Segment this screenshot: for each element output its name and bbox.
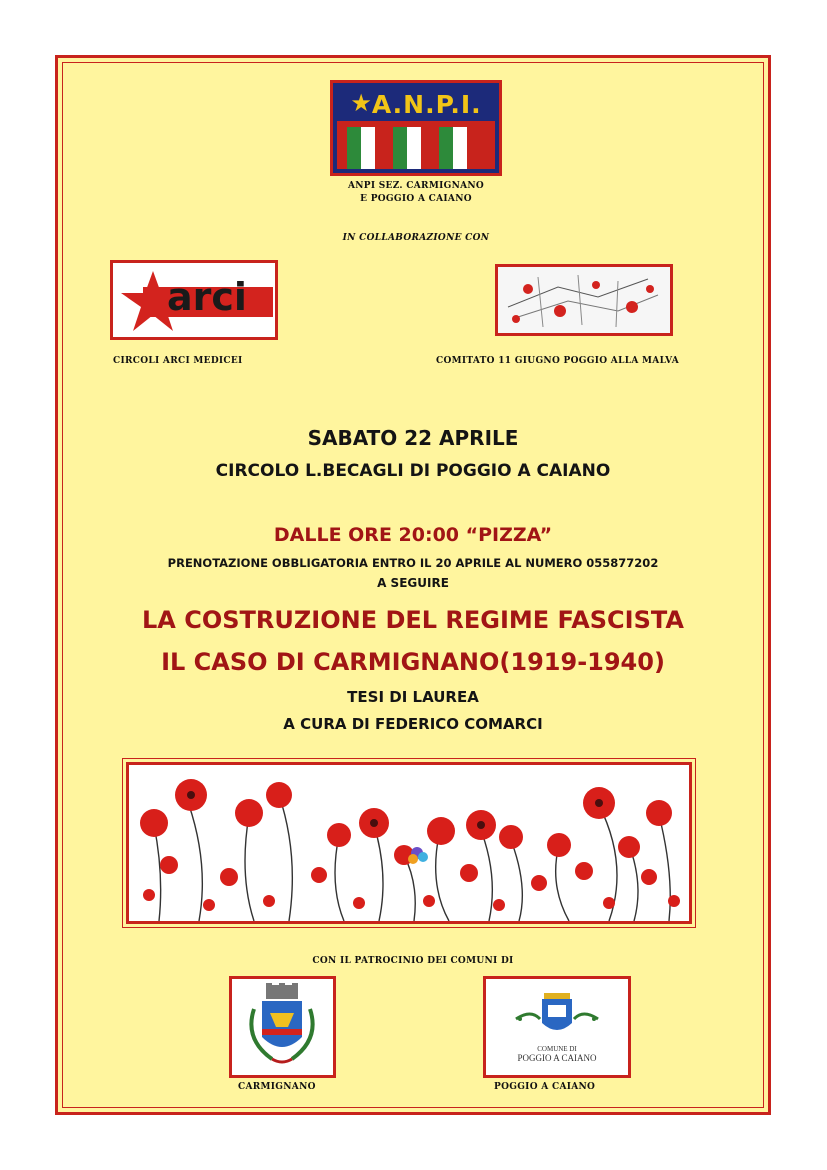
anpi-logo [330, 80, 502, 176]
anpi-logo-header [337, 87, 495, 121]
poppies-image [126, 762, 692, 924]
collab-text: IN COLLABORAZIONE CON [342, 233, 490, 243]
sketch-illustration-icon [498, 267, 670, 333]
star-icon: ★ [350, 91, 372, 117]
event-date: SABATO 22 APRILE [307, 426, 519, 450]
anpi-logo-text: A.N.P.I. [371, 89, 482, 119]
poggio-caption: POGGIO A CAIANO [494, 1082, 596, 1092]
arci-logo [110, 260, 278, 340]
comitato-caption: COMITATO 11 GIUGNO POGGIO ALLA MALVA [436, 356, 680, 366]
event-author: A CURA DI FEDERICO COMARCI [283, 715, 543, 733]
comitato-image [495, 264, 673, 336]
patronage-heading: CON IL PATROCINIO DEI COMUNI DI [312, 956, 514, 966]
poggio-logo-line1: COMUNE DI [537, 1045, 577, 1053]
event-thesis: TESI DI LAUREA [347, 688, 479, 706]
poggio-coat-of-arms-icon [486, 979, 628, 1045]
event-booking: PRENOTAZIONE OBBLIGATORIA ENTRO IL 20 APRILE AL NUMERO 055877202 [167, 556, 659, 570]
italian-flag-stripes-icon [337, 121, 495, 169]
carmignano-caption: CARMIGNANO [238, 1082, 316, 1092]
arci-caption: CIRCOLI ARCI MEDICEI [113, 356, 243, 366]
anpi-caption-line2: E POGGIO A CAIANO [360, 194, 472, 204]
carmignano-coat-of-arms-icon [232, 979, 333, 1075]
anpi-caption-line1: ANPI SEZ. CARMIGNANO [347, 181, 485, 191]
event-dinner: DALLE ORE 20:00 “PIZZA” [273, 524, 553, 546]
event-venue: CIRCOLO L.BECAGLI DI POGGIO A CAIANO [215, 461, 611, 481]
poster [55, 55, 771, 1115]
carmignano-crest [229, 976, 336, 1078]
arci-logo-text: arci [167, 275, 247, 319]
poggio-logo [483, 976, 631, 1078]
talk-title-line1: LA COSTRUZIONE DEL REGIME FASCISTA [142, 606, 684, 634]
poggio-logo-line2: POGGIO A CAIANO [517, 1053, 597, 1063]
poppies-illustration-icon [129, 765, 689, 921]
talk-title-line2: IL CASO DI CARMIGNANO(1919-1940) [161, 648, 665, 676]
event-follow: A SEGUIRE [377, 576, 449, 590]
